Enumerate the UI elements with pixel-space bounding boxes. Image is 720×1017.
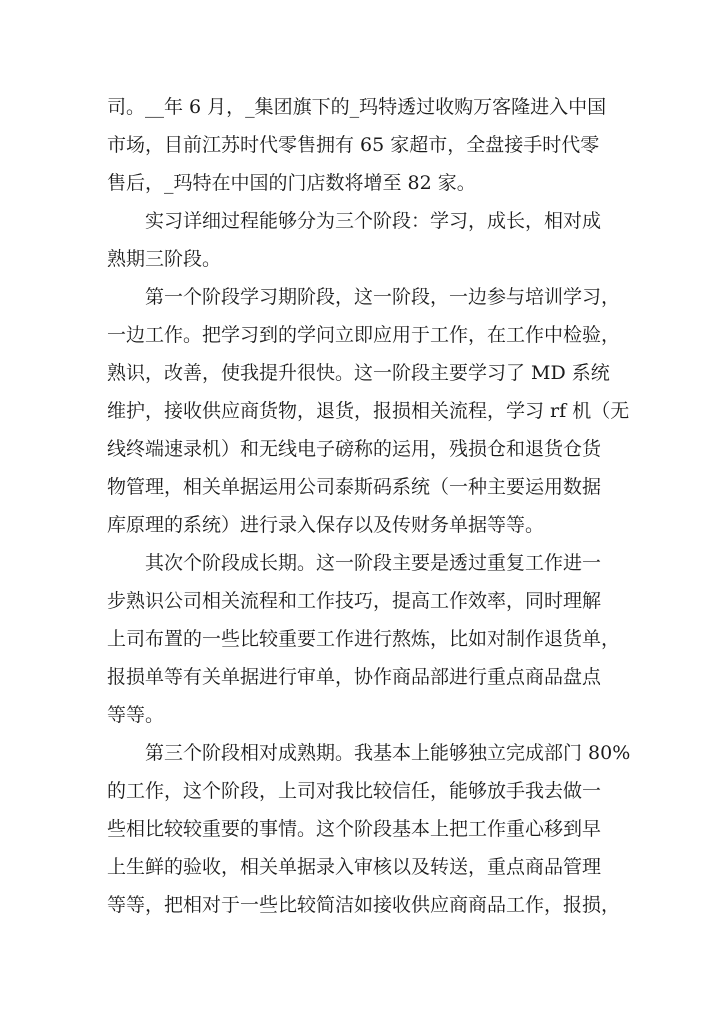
- text-line: 的工作，这个阶段，上司对我比较信任，能够放手我去做一: [107, 780, 602, 802]
- paragraph-stage-one: [107, 278, 630, 544]
- text-line: 市场，目前江苏时代零售拥有 65 家超市，全盘接手时代零: [107, 134, 600, 156]
- text-line: 线终端速录机）和无线电子磅称的运用，残损仓和退货仓货: [107, 438, 602, 460]
- text-line: 些相比较较重要的事情。这个阶段基本上把工作重心移到早: [107, 818, 602, 840]
- text-line: 售后，_玛特在中国的门店数将增至 82 家。: [107, 172, 476, 194]
- text-line: 上司布置的一些比较重要工作进行熬炼，比如对制作退货单，: [107, 628, 621, 650]
- document-page: [107, 88, 631, 924]
- text-line: 熟识，改善，使我提升很快。这一阶段主要学习了 MD 系统: [107, 362, 610, 384]
- text-line: 第三个阶段相对成熟期。我基本上能够独立完成部门 80%: [145, 742, 631, 764]
- paragraph-stage-three: [107, 734, 631, 924]
- text-line: 等等，把相对于一些比较简洁如接收供应商商品工作，报损，: [107, 894, 621, 916]
- text-line: 一边工作。把学习到的学问立即应用于工作，在工作中检验，: [107, 324, 621, 346]
- text-line: 第一个阶段学习期阶段，这一阶段，一边参与培训学习，: [145, 286, 621, 308]
- text-line: 维护，接收供应商货物，退货，报损相关流程，学习 rf 机（无: [107, 400, 630, 422]
- text-line: 熟期三阶段。: [107, 248, 222, 270]
- paragraph-stage-two: [107, 544, 621, 734]
- text-line: 司。__年 6 月，_集团旗下的_玛特透过收购万客隆进入中国: [107, 96, 607, 118]
- text-line: 等等。: [107, 704, 165, 726]
- paragraph-intro-continued: [107, 88, 617, 202]
- paragraph-overview: [107, 202, 617, 278]
- text-line: 实习详细过程能够分为三个阶段：学习，成长，相对成: [145, 210, 602, 232]
- text-line: 其次个阶段成长期。这一阶段主要是透过重复工作进一: [145, 552, 602, 574]
- text-line: 报损单等有关单据进行审单，协作商品部进行重点商品盘点: [107, 666, 602, 688]
- text-line: 库原理的系统）进行录入保存以及传财务单据等等。: [107, 514, 545, 536]
- text-line: 步熟识公司相关流程和工作技巧，提高工作效率，同时理解: [107, 590, 602, 612]
- text-line: 物管理，相关单据运用公司泰斯码系统（一种主要运用数据: [107, 476, 602, 498]
- text-line: 上生鲜的验收，相关单据录入审核以及转送，重点商品管理: [107, 856, 602, 878]
